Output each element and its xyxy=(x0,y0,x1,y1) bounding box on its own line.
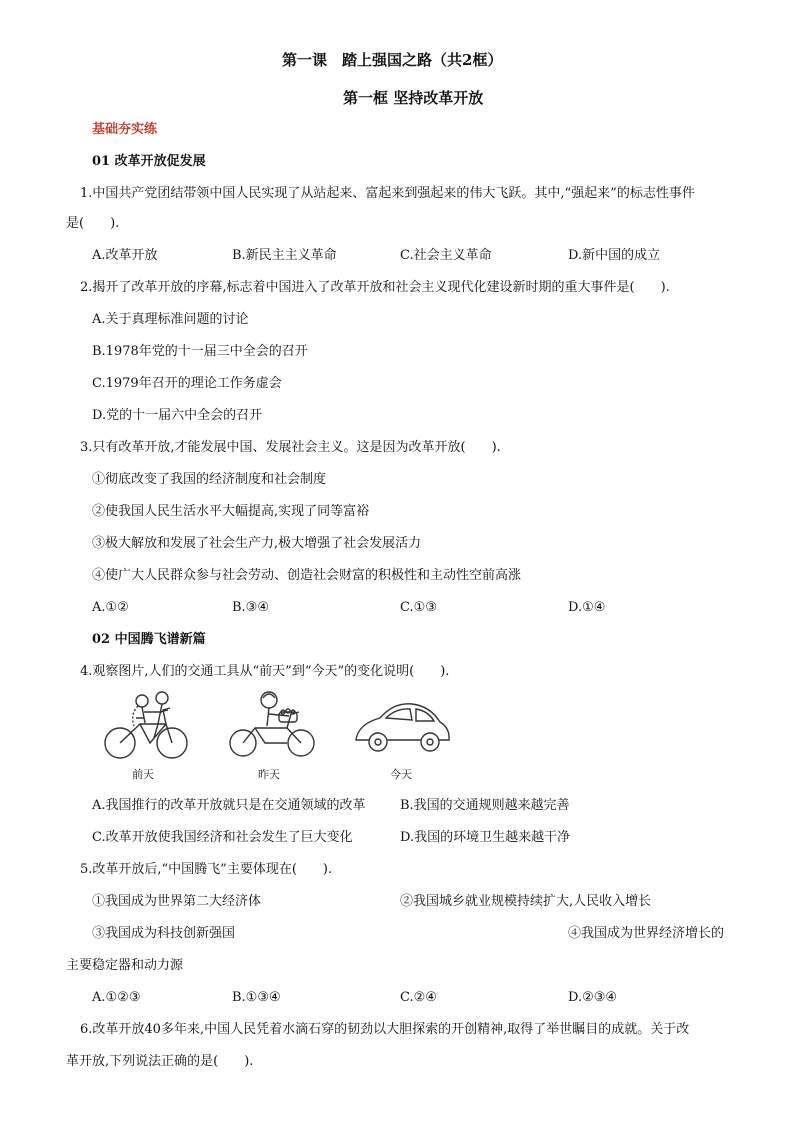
caption-day-before: 前天 xyxy=(132,768,154,781)
motorcycle-icon xyxy=(225,688,320,763)
q3-stem: 3.只有改革开放,才能发展中国、发展社会主义。这是因为改革开放( ). xyxy=(80,440,501,455)
caption-today: 今天 xyxy=(390,768,412,781)
q3-item-4: ④使广大人民群众参与社会劳动、创造社会财富的积极性和主动性空前高涨 xyxy=(92,568,522,583)
q1-option-a: A.改革开放 xyxy=(92,248,158,263)
q2-option-c: C.1979年召开的理论工作务虚会 xyxy=(92,376,282,391)
section-basic: 基础夯实练 xyxy=(92,122,158,137)
q1-option-c: C.社会主义革命 xyxy=(400,248,492,263)
q3-item-1: ①彻底改变了我国的经济制度和社会制度 xyxy=(92,472,327,487)
q5-item-2: ②我国城乡就业规模持续扩大,人民收入增长 xyxy=(400,894,652,909)
q5-option-b: B.①③④ xyxy=(232,990,281,1005)
q3-item-2: ②使我国人民生活水平大幅提高,实现了同等富裕 xyxy=(92,504,370,519)
frame-title: 第一框 坚持改革开放 xyxy=(343,89,484,107)
q3-option-b: B.③④ xyxy=(232,600,269,615)
q2-option-a: A.关于真理标准问题的讨论 xyxy=(92,312,249,327)
q4-option-b: B.我国的交通规则越来越完善 xyxy=(400,798,570,813)
q5-item-4: ④我国成为世界经济增长的 xyxy=(568,926,725,941)
bicycle-icon xyxy=(100,688,195,763)
q5-item-1: ①我国成为世界第二大经济体 xyxy=(92,894,262,909)
q6-stem-line1: 6.改革开放40多年来,中国人民凭着水滴石穿的韧劲以大胆探索的开创精神,取得了举世瞩目的成就。关于改 xyxy=(80,1022,690,1037)
q1-option-b: B.新民主主义革命 xyxy=(232,248,337,263)
q5-stem: 5.改革开放后,“中国腾飞”主要体现在( ). xyxy=(80,862,333,877)
q3-option-c: C.①③ xyxy=(400,600,437,615)
q4-stem: 4.观察图片,人们的交通工具从“前天”到“今天”的变化说明( ). xyxy=(80,664,450,679)
subsection-1: 01 改革开放促发展 xyxy=(92,154,206,169)
q1-option-d: D.新中国的成立 xyxy=(568,248,661,263)
q2-option-b: B.1978年党的十一届三中全会的召开 xyxy=(92,344,308,359)
lesson-title: 第一课 踏上强国之路（共2框） xyxy=(282,51,503,69)
q3-item-3: ③极大解放和发展了社会生产力,极大增强了社会发展活力 xyxy=(92,536,422,551)
q6-stem-line2: 革开放,下列说法正确的是( ). xyxy=(66,1054,254,1069)
q2-option-d: D.党的十一届六中全会的召开 xyxy=(92,408,263,423)
q3-option-a: A.①② xyxy=(92,600,129,615)
q4-option-a: A.我国推行的改革开放就只是在交通领域的改革 xyxy=(92,798,366,813)
q2-stem: 2.揭开了改革开放的序幕,标志着中国进入了改革开放和社会主义现代化建设新时期的重大事件是( ). xyxy=(80,280,670,295)
caption-yesterday: 昨天 xyxy=(258,768,280,781)
q1-stem-line2: 是( ). xyxy=(66,216,120,231)
q5-option-c: C.②④ xyxy=(400,990,437,1005)
q1-stem-line1: 1.中国共产党团结带领中国人民实现了从站起来、富起来到强起来的伟大飞跃。其中,“强起来”的标志性事件 xyxy=(80,186,695,201)
q5-item-4-continued: 主要稳定器和动力源 xyxy=(66,958,184,973)
q4-option-c: C.改革开放使我国经济和社会发生了巨大变化 xyxy=(92,830,353,845)
q5-option-d: D.②③④ xyxy=(568,990,618,1005)
q5-item-3: ③我国成为科技创新强国 xyxy=(92,926,236,941)
q3-option-d: D.①④ xyxy=(568,600,606,615)
q5-option-a: A.①②③ xyxy=(92,990,141,1005)
subsection-2: 02 中国腾飞谱新篇 xyxy=(92,632,206,647)
q4-option-d: D.我国的环境卫生越来越干净 xyxy=(400,830,571,845)
car-icon xyxy=(350,688,455,763)
